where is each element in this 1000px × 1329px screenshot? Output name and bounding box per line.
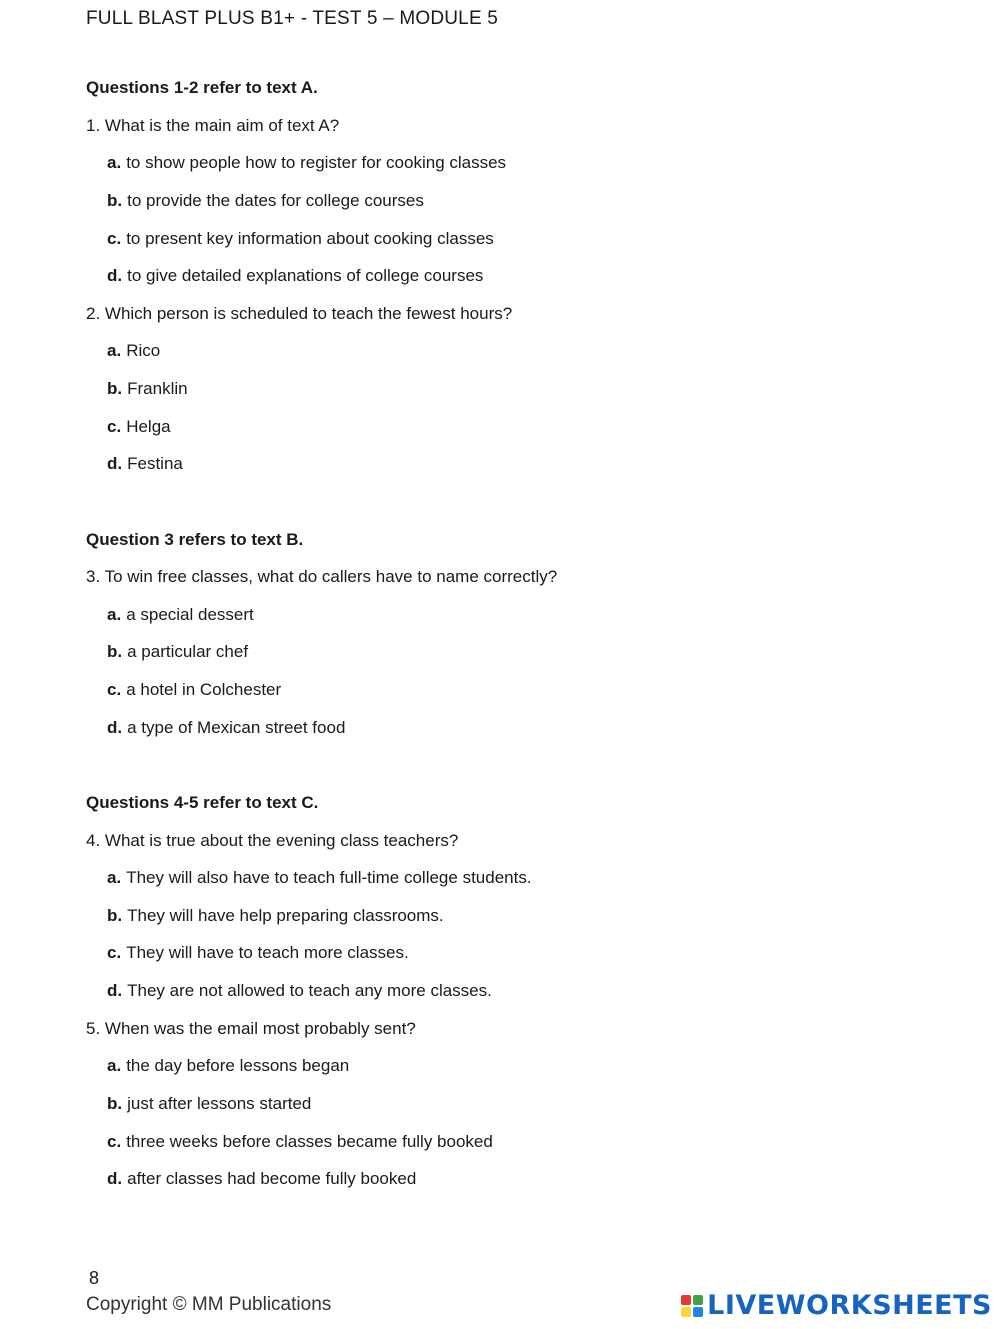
option-text: to give detailed explanations of college courses: [127, 266, 484, 285]
option-text: to present key information about cooking classes: [126, 229, 494, 248]
option-letter: d.: [107, 981, 123, 1000]
option-letter: d.: [107, 1169, 123, 1188]
option-text: Franklin: [127, 379, 188, 398]
option-letter: d.: [107, 266, 123, 285]
section-title-1: Questions 1-2 refer to text A.: [86, 78, 318, 97]
option-letter: c.: [107, 229, 122, 248]
option-text: Festina: [127, 454, 183, 473]
option-text: after classes had become fully booked: [127, 1169, 417, 1188]
option-3a[interactable]: [107, 605, 254, 625]
option-text: a special dessert: [126, 605, 254, 624]
logo-square-green: [693, 1295, 703, 1305]
option-letter: a.: [107, 1056, 122, 1075]
option-4d[interactable]: [107, 981, 492, 1001]
option-letter: c.: [107, 1132, 122, 1151]
logo-square-blue: [693, 1307, 703, 1317]
option-text: They will also have to teach full-time college students.: [126, 868, 532, 887]
logo-text: LIVEWORKSHEETS: [707, 1290, 992, 1321]
option-1d[interactable]: [107, 266, 483, 286]
option-5c[interactable]: [107, 1132, 493, 1152]
logo-square-yellow: [681, 1307, 691, 1317]
option-letter: a.: [107, 868, 122, 887]
option-4c[interactable]: [107, 943, 409, 963]
section-title-3: Questions 4-5 refer to text C.: [86, 793, 319, 812]
option-2c[interactable]: [107, 417, 171, 437]
option-letter: d.: [107, 718, 123, 737]
option-letter: c.: [107, 943, 122, 962]
logo-square-red: [681, 1295, 691, 1305]
option-letter: a.: [107, 153, 122, 172]
option-text: a particular chef: [127, 642, 249, 661]
document-header: FULL BLAST PLUS B1+ - TEST 5 – MODULE 5: [86, 8, 499, 29]
question-4: 4. What is true about the evening class teachers?: [86, 831, 459, 850]
option-letter: b.: [107, 1094, 123, 1113]
option-4a[interactable]: [107, 868, 532, 888]
liveworksheets-logo[interactable]: [681, 1290, 992, 1321]
option-text: to show people how to register for cooking classes: [126, 153, 507, 172]
option-5b[interactable]: [107, 1094, 311, 1114]
option-3b[interactable]: [107, 642, 248, 662]
option-text: a type of Mexican street food: [127, 718, 346, 737]
question-1: 1. What is the main aim of text A?: [86, 116, 340, 135]
option-2a[interactable]: [107, 341, 160, 361]
option-5a[interactable]: [107, 1056, 349, 1076]
option-letter: b.: [107, 191, 123, 210]
liveworksheets-logo-icon: [681, 1295, 703, 1317]
option-3d[interactable]: [107, 718, 345, 738]
option-4b[interactable]: [107, 906, 444, 926]
option-text: Helga: [126, 417, 171, 436]
option-text: Rico: [126, 341, 161, 360]
option-5d[interactable]: [107, 1169, 416, 1189]
section-title-2: Question 3 refers to text B.: [86, 530, 304, 549]
option-text: to provide the dates for college courses: [127, 191, 424, 210]
option-letter: b.: [107, 642, 123, 661]
question-3: 3. To win free classes, what do callers have to name correctly?: [86, 567, 558, 586]
option-text: a hotel in Colchester: [126, 680, 282, 699]
option-1b[interactable]: [107, 191, 424, 211]
option-1c[interactable]: [107, 229, 494, 249]
option-2b[interactable]: [107, 379, 188, 399]
copyright-text: Copyright © MM Publications: [86, 1294, 332, 1315]
option-letter: c.: [107, 680, 122, 699]
option-text: They will have to teach more classes.: [126, 943, 409, 962]
option-letter: a.: [107, 341, 122, 360]
option-text: They are not allowed to teach any more classes.: [127, 981, 492, 1000]
option-letter: b.: [107, 906, 123, 925]
option-letter: a.: [107, 605, 122, 624]
page-number: 8: [89, 1268, 100, 1288]
option-2d[interactable]: [107, 454, 183, 474]
option-text: just after lessons started: [127, 1094, 312, 1113]
option-text: They will have help preparing classrooms.: [127, 906, 444, 925]
option-text: three weeks before classes became fully booked: [126, 1132, 493, 1151]
option-letter: b.: [107, 379, 123, 398]
option-text: the day before lessons began: [126, 1056, 350, 1075]
question-5: 5. When was the email most probably sent?: [86, 1019, 416, 1038]
option-3c[interactable]: [107, 680, 281, 700]
option-letter: c.: [107, 417, 122, 436]
option-1a[interactable]: [107, 153, 506, 173]
option-letter: d.: [107, 454, 123, 473]
question-2: 2. Which person is scheduled to teach the fewest hours?: [86, 304, 513, 323]
